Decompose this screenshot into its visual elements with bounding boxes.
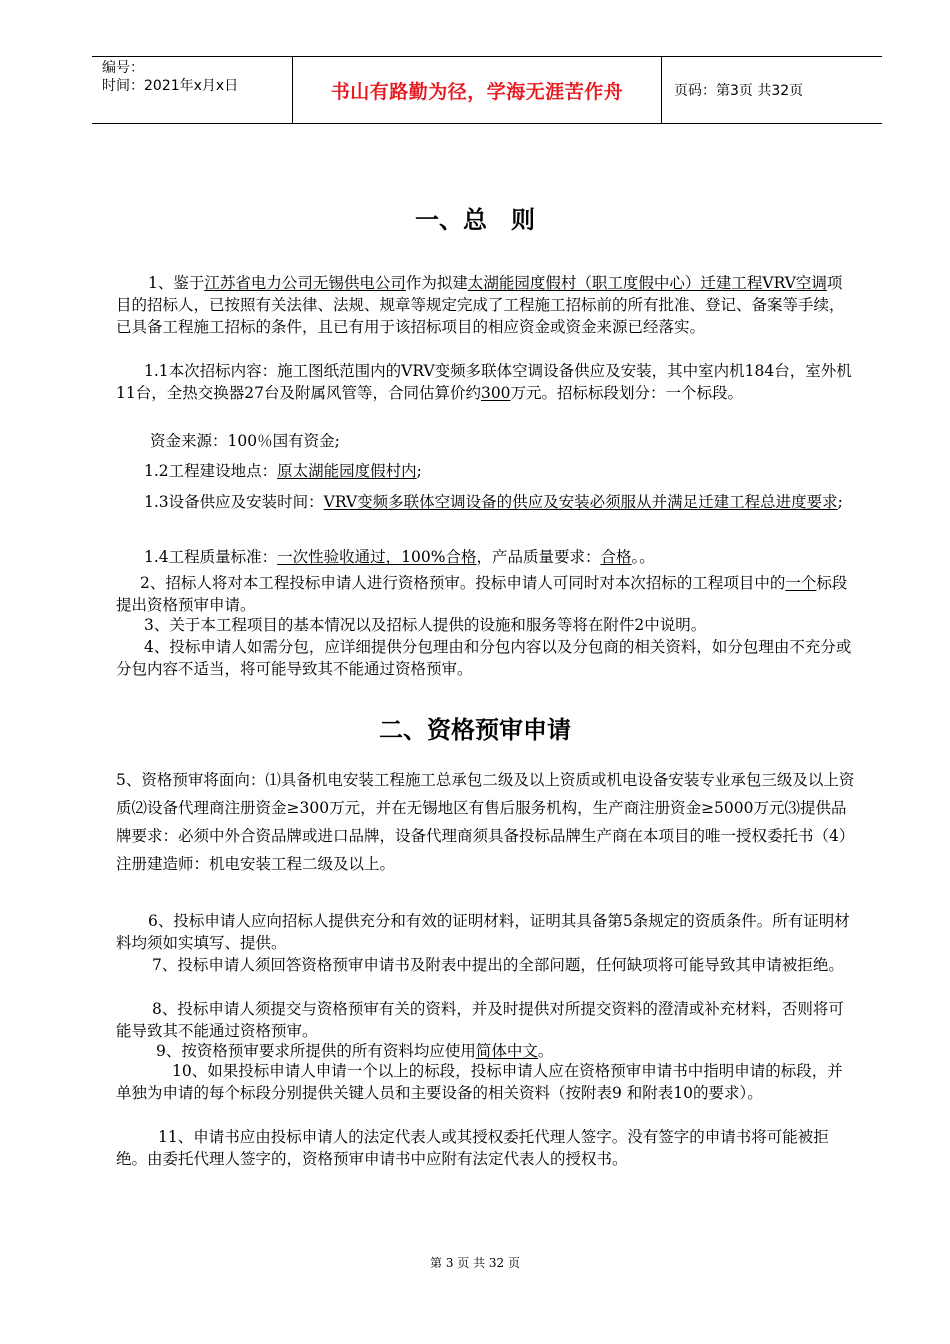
section1-title: 一、总 则 bbox=[415, 206, 535, 234]
motto: 书山有路勤为径，学海无涯苦作舟 bbox=[330, 80, 624, 103]
p1-4-underline-quality: 合格 bbox=[600, 548, 632, 566]
p1-4-underline-standard: 一次性验收通过，100%合格 bbox=[277, 548, 477, 566]
paragraph-1-1 bbox=[116, 360, 856, 404]
paragraph-3: 3、关于本工程项目的基本情况以及招标人提供的设施和服务等将在附件2中说明。 bbox=[144, 616, 707, 634]
p1-3-text-b: ; bbox=[837, 493, 843, 511]
funding-source: 资金来源：100％国有资金; bbox=[150, 432, 340, 450]
header-page-cell bbox=[662, 57, 882, 123]
paragraph-11: 11、申请书应由投标申请人的法定代表人或其授权委托代理人签字。没有签字的申请书将可能被拒绝。由委托代理人签字的，资格预审申请书中应附有法定代表人的授权书。 bbox=[116, 1128, 829, 1168]
paragraph-6: 6、投标申请人应向招标人提供充分和有效的证明材料，证明其具备第5条规定的资质条件。所有证明材料均须如实填写、提供。 bbox=[116, 912, 850, 952]
p1-4-text-c: 。。 bbox=[631, 548, 655, 566]
p1-3-text-a: 1.3设备供应及安装时间： bbox=[144, 493, 324, 511]
section2-title: 二、资格预审申请 bbox=[379, 716, 571, 744]
paragraph-8: 8、投标申请人须提交与资格预审有关的资料，并及时提供对所提交资料的澄清或补充材料，否则将可能导致其不能通过资格预审。 bbox=[116, 1000, 844, 1040]
page-footer: 第 3 页 共 32 页 bbox=[430, 1256, 520, 1270]
p1-2-text-a: 1.2工程建设地点： bbox=[144, 462, 278, 480]
p1-1-underline-price: 300 bbox=[480, 384, 511, 402]
page-header bbox=[92, 56, 882, 124]
time-label: 时间：2021年x月x日 bbox=[102, 78, 239, 94]
header-motto-cell bbox=[292, 57, 662, 123]
p2-underline-one: 一个 bbox=[785, 574, 817, 592]
paragraph-2 bbox=[116, 572, 856, 616]
p1-3-underline-time: VRV变频多联体空调设备的供应及安装必须服从并满足迁建工程总进度要求 bbox=[323, 493, 838, 511]
paragraph-1 bbox=[116, 272, 856, 338]
paragraph-1-4 bbox=[116, 546, 856, 568]
p2-text-b: 标段提出资格预审申请。 bbox=[116, 574, 848, 614]
paragraph-10: 10、如果投标申请人申请一个以上的标段，投标申请人应在资格预审申请书中指明申请的标段，并单独为申请的每个标段分别提供关键人员和主要设备的相关资料（按附表9 和附表10的要求）。 bbox=[116, 1062, 843, 1102]
p1-underline-owner: 江苏省电力公司无锡供电公司 bbox=[204, 274, 406, 292]
p1-text-b: 作为拟建 bbox=[405, 274, 468, 292]
p1-4-text-a: 1.4工程质量标准： bbox=[144, 548, 278, 566]
p1-text-a: 1、鉴于 bbox=[148, 274, 205, 292]
p9-text-b: 。 bbox=[537, 1042, 554, 1060]
header-meta bbox=[92, 57, 292, 123]
paragraph-9 bbox=[116, 1040, 856, 1062]
paragraph-7: 7、投标申请人须回答资格预审申请书及附表中提出的全部问题，任何缺项将可能导致其申请被拒绝。 bbox=[152, 956, 844, 974]
p1-4-text-b: ，产品质量要求： bbox=[476, 548, 601, 566]
page-code: 页码：第3页 共32页 bbox=[674, 83, 804, 99]
p1-2-underline-site: 原太湖能园度假村内 bbox=[277, 462, 417, 480]
paragraph-1-2 bbox=[116, 460, 856, 482]
p1-1-text-a: 1.1本次招标内容：施工图纸范围内的VRV变频多联体空调设备供应及安装，其中室内机184台，室外机11台，全热交换器27台及附属风管等，合同估算价约 bbox=[116, 362, 852, 402]
paragraph-5: 5、资格预审将面向：⑴具备机电安装工程施工总承包二级及以上资质或机电设备安装专业承包三级及以上资质⑵设备代理商注册资金≥300万元，并在无锡地区有售后服务机构，生产商注册资金≥5000万元⑶提供品牌要求：必须中外合资品牌或进口品牌，设备代理商须具备投标品牌生产商在本项目的唯一授权委托书（4）注册建造师：机电安装工程二级及以上。 bbox=[116, 771, 855, 873]
p9-text-a: 9、按资格预审要求所提供的所有资料均应使用 bbox=[156, 1042, 476, 1060]
p1-text-c: 项目的招标人，已按照有关法律、法规、规章等规定完成了工程施工招标前的所有批准、登记、备案等手续，已具备工程施工招标的条件，且已有用于该招标项目的相应资金或资金来源已经落实。 bbox=[116, 274, 845, 336]
p9-underline-language: 简体中文 bbox=[475, 1042, 538, 1060]
p2-text-a: 2、招标人将对本工程投标申请人进行资格预审。投标申请人可同时对本次招标的工程项目中的 bbox=[140, 574, 786, 592]
paragraph-4: 4、投标申请人如需分包，应详细提供分包理由和分包内容以及分包商的相关资料，如分包理由不充分或分包内容不适当，将可能导致其不能通过资格预审。 bbox=[116, 638, 852, 678]
paragraph-1-3 bbox=[116, 488, 856, 516]
p1-2-text-b: ; bbox=[416, 462, 422, 480]
p1-1-text-b: 万元。招标标段划分：一个标段。 bbox=[510, 384, 744, 402]
p1-underline-project: 太湖能园度假村（职工度假中心）迁建工程VRV空调 bbox=[467, 274, 827, 292]
number-label: 编号： bbox=[102, 60, 144, 76]
